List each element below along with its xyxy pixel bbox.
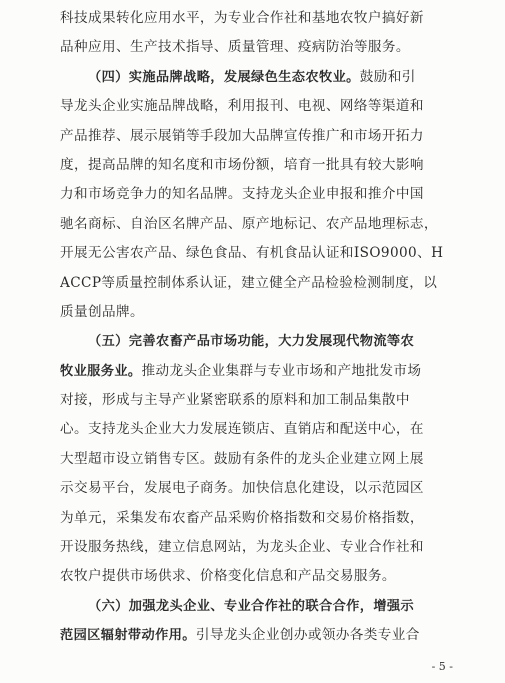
text-line <box>60 562 470 591</box>
body-line-text: 为单元，采集发布农畜产品采购价格指数和交易价格指数， <box>60 509 424 526</box>
body-line-text: 引导龙头企业创办或领办各类专业合 <box>195 627 420 644</box>
body-line-text: 科技成果转化应用水平，为专业合作社和基地农牧户搞好新 <box>60 10 424 26</box>
body-line-text: 产品推荐、展示展销等手段加大品牌宣传推广和市场开拓力 <box>60 127 424 144</box>
body-line-text: 度，提高品牌的知名度和市场份额，培育一批具有较大影响 <box>60 156 424 173</box>
body-line-text: 力和市场竞争力的知名品牌。支持龙头企业申报和推介中国 <box>60 186 424 203</box>
body-line-text: 示交易平台，发展电子商务。加快信息化建设，以示范园区 <box>60 480 424 497</box>
body-text <box>60 4 470 651</box>
text-line <box>60 445 470 474</box>
text-line <box>60 33 470 62</box>
body-line-text: 驰名商标、自治区名牌产品、原产地标记、农产品地理标志， <box>60 215 438 232</box>
body-line-text: 推动龙头企业集群与专业市场和产地批发市场 <box>141 362 422 379</box>
section-heading: （四）实施品牌战略，发展绿色生态农牧业。 <box>88 69 360 85</box>
text-line <box>60 474 470 503</box>
body-line-text: 开展无公害农产品、绿色食品、有机食品认证和ISO9000、H <box>60 245 444 262</box>
body-line-text: 品种应用、生产技术指导、质量管理、疫病防治等服务。 <box>60 39 410 56</box>
text-line <box>60 298 470 327</box>
text-line <box>60 386 470 415</box>
text-line <box>60 269 470 298</box>
text-line <box>60 504 470 533</box>
section-heading: （六）加强龙头企业、专业合作社的联合合作，增强示 <box>88 598 415 614</box>
body-line-text: 开设服务热线，建立信息网站，为龙头企业、专业合作社和 <box>60 539 424 556</box>
text-line <box>60 592 470 621</box>
text-line <box>60 357 470 386</box>
text-line <box>60 210 470 239</box>
text-line <box>60 415 470 444</box>
page-number: - 5 - <box>431 660 453 673</box>
text-line <box>60 239 470 268</box>
body-line-text: 导龙头企业实施品牌战略，利用报刊、电视、网络等渠道和 <box>60 98 424 115</box>
text-line <box>60 4 470 33</box>
body-line-text: 大型超市设立销售专区。鼓励有条件的龙头企业建立网上展 <box>60 450 424 467</box>
section-heading: （五）完善农畜产品市场功能，大力发展现代物流等农 <box>88 334 415 350</box>
body-line-text: 对接，形成与主导产业紧密联系的原料和加工制品集散中 <box>60 392 410 409</box>
text-line <box>60 180 470 209</box>
section-heading: 牧业服务业。 <box>60 363 142 379</box>
body-line-text: 质量创品牌。 <box>60 303 144 320</box>
section-heading: 范园区辐射带动作用。 <box>60 628 196 644</box>
text-line <box>60 92 470 121</box>
body-line-text: ACCP等质量控制体系认证，建立健全产品检验检测制度，以 <box>60 274 438 291</box>
text-line <box>60 533 470 562</box>
text-line <box>60 63 470 92</box>
body-line-text: 心。支持龙头企业大力发展连锁店、直销店和配送中心，在 <box>60 421 424 438</box>
text-line <box>60 151 470 180</box>
text-line <box>60 621 470 650</box>
body-line-text: 鼓励和引 <box>359 68 416 85</box>
text-line <box>60 122 470 151</box>
text-line <box>60 327 470 356</box>
body-line-text: 农牧户提供市场供求、价格变化信息和产品交易服务。 <box>60 568 396 585</box>
